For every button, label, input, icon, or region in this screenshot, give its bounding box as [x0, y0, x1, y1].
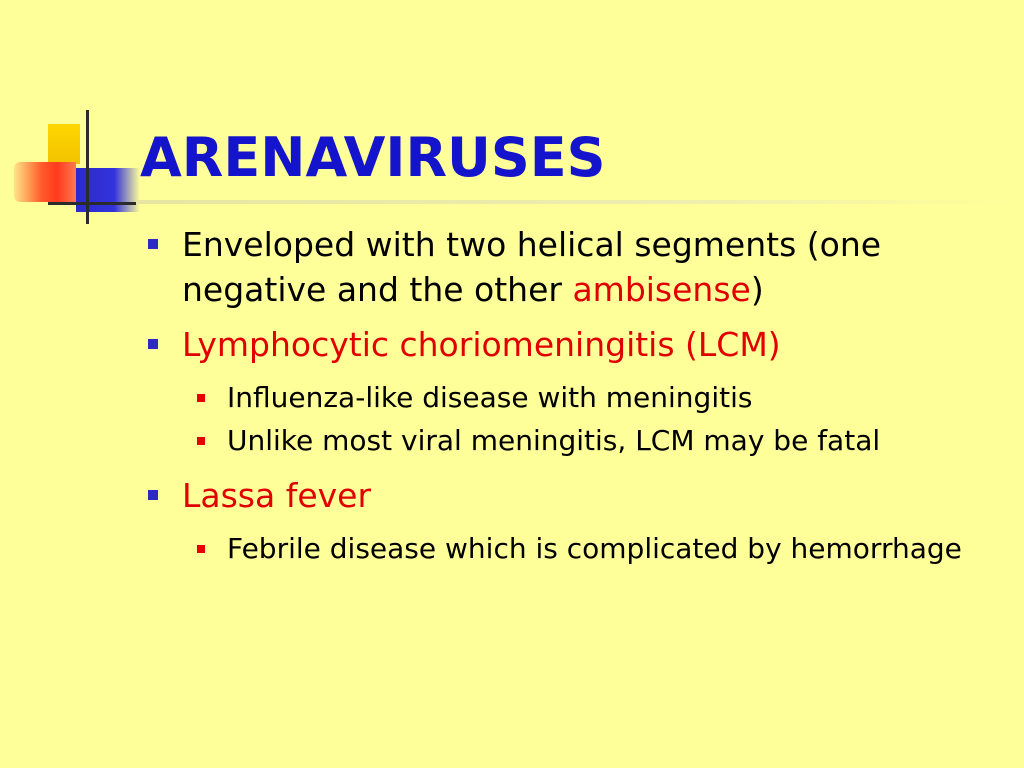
bullet-item [145, 322, 1005, 367]
slide-title: ARENAVIRUSES [140, 126, 606, 189]
square-sub-bullet-icon [197, 545, 205, 553]
red-square-decoration [14, 162, 76, 202]
sub-bullet-item [145, 420, 1005, 461]
horizontal-line-decoration [48, 202, 136, 205]
sub-bullet-item [145, 377, 1005, 418]
yellow-square-decoration [48, 124, 80, 164]
sub-bullet-text: Unlike most viral meningitis, LCM may be fatal [227, 424, 881, 457]
square-sub-bullet-icon [197, 394, 205, 402]
bullet-text-highlight: Lymphocytic choriomeningitis (LCM) [182, 325, 781, 364]
sub-bullet-text: Influenza-like disease with meningitis [227, 381, 753, 414]
bullet-text: ) [750, 270, 764, 309]
bullet-list [145, 222, 1005, 571]
square-bullet-icon [148, 490, 158, 500]
corner-emblem-decoration [0, 0, 150, 240]
square-bullet-icon [148, 239, 158, 249]
title-underline [138, 200, 1018, 204]
vertical-line-decoration [86, 110, 89, 224]
sub-bullet-item [145, 528, 1005, 569]
sub-bullet-text: Febrile disease which is complicated by hemorrhage [227, 532, 962, 565]
bullet-text-highlight: ambisense [572, 270, 751, 309]
bullet-item [145, 473, 1005, 518]
square-sub-bullet-icon [197, 437, 205, 445]
square-bullet-icon [148, 339, 158, 349]
bullet-item [145, 222, 1005, 312]
bullet-text: Enveloped with two helical segments (one negative and the other [182, 225, 882, 309]
bullet-text-highlight: Lassa fever [182, 476, 372, 515]
